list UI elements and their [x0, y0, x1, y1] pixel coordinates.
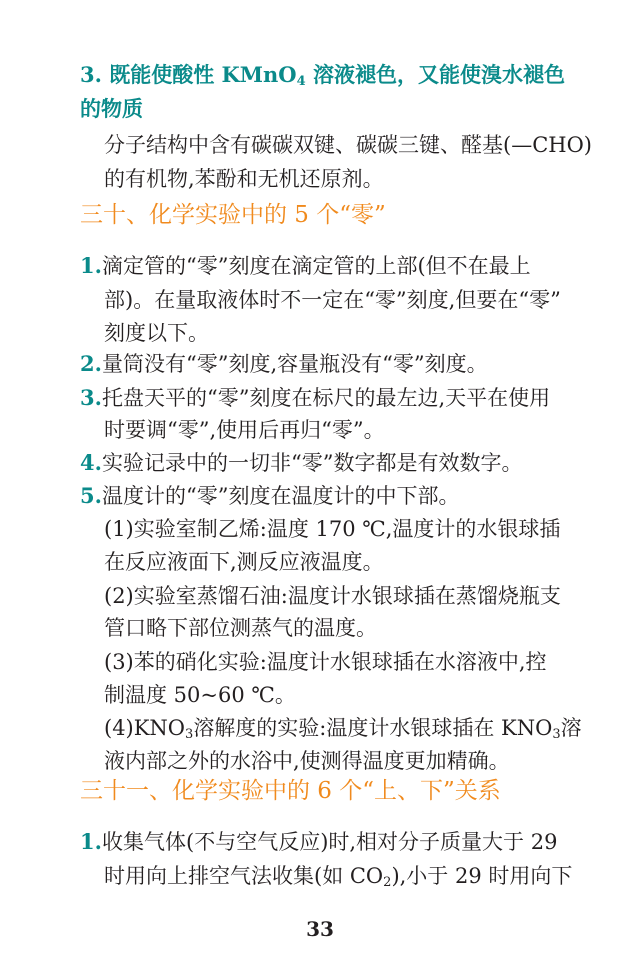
sec30-sub1-line1: (1)实验室制乙烯:温度 170 ℃,温度计的水银球插 — [104, 517, 561, 541]
sec30-item1-line3: 刻度以下。 — [104, 321, 209, 345]
sec30-item3-line2: 时要调“零”,使用后再归“零”。 — [104, 418, 385, 442]
sec30-sub3-line2: 制温度 50~60 ℃。 — [104, 683, 296, 707]
sec30-item4: 4.实验记录中的一切非“零”数字都是有效数字。 — [80, 450, 523, 475]
section-31-title: 三十一、化学实验中的 6 个“上、下”关系 — [80, 778, 501, 804]
sec30-sub1-line2: 在反应液面下,测反应液温度。 — [104, 550, 384, 574]
page-number: 33 — [306, 917, 334, 941]
section-3-body-line2: 的有机物,苯酚和无机还原剂。 — [104, 167, 384, 191]
section-3-heading-line1: 3. 既能使酸性 KMnO$_4$ 溶液褪色，又能使溴水褪色 — [80, 62, 565, 89]
sec30-sub3-line1: (3)苯的硝化实验:温度计水银球插在水溶液中,控 — [104, 650, 547, 674]
sec31-item1-line1: 1.收集气体(不与空气反应)时,相对分子质量大于 29 — [80, 829, 558, 854]
sec30-sub2-line2: 管口略下部位测蒸气的温度。 — [104, 616, 377, 640]
sec30-item1-line1: 1.滴定管的“零”刻度在滴定管的上部(但不在最上 — [80, 253, 531, 278]
sec30-item3-line1: 3.托盘天平的“零”刻度在标尺的最左边,天平在使用 — [80, 385, 551, 410]
sec30-item1-line2: 部)。在量取液体时不一定在“零”刻度,但要在“零” — [104, 288, 561, 312]
sec31-item1-line2: 时用向上排空气法收集(如 $CO_2$),小于 29 时用向下 — [104, 864, 573, 890]
section-3-body-line1: 分子结构中含有碳碳双键、碳碳三键、醛基(—CHO) — [104, 133, 592, 157]
sec30-sub2-line1: (2)实验室蒸馏石油:温度计水银球插在蒸馏烧瓶支 — [104, 584, 561, 608]
section-30-title: 三十、化学实验中的 5 个“零” — [80, 202, 386, 228]
sec30-sub4-line1: $(4)KNO_3$溶解度的实验:温度计水银球插在 $KNO_3$溶 — [104, 716, 582, 742]
sec30-sub4-line2: 液内部之外的水浴中,使测得温度更加精确。 — [104, 749, 510, 773]
sec30-item2: 2.量筒没有“零”刻度,容量瓶没有“零”刻度。 — [80, 351, 488, 376]
section-3-heading-line2: 的物质 — [80, 96, 143, 121]
sec30-item5: 5.温度计的“零”刻度在温度计的中下部。 — [80, 483, 460, 508]
